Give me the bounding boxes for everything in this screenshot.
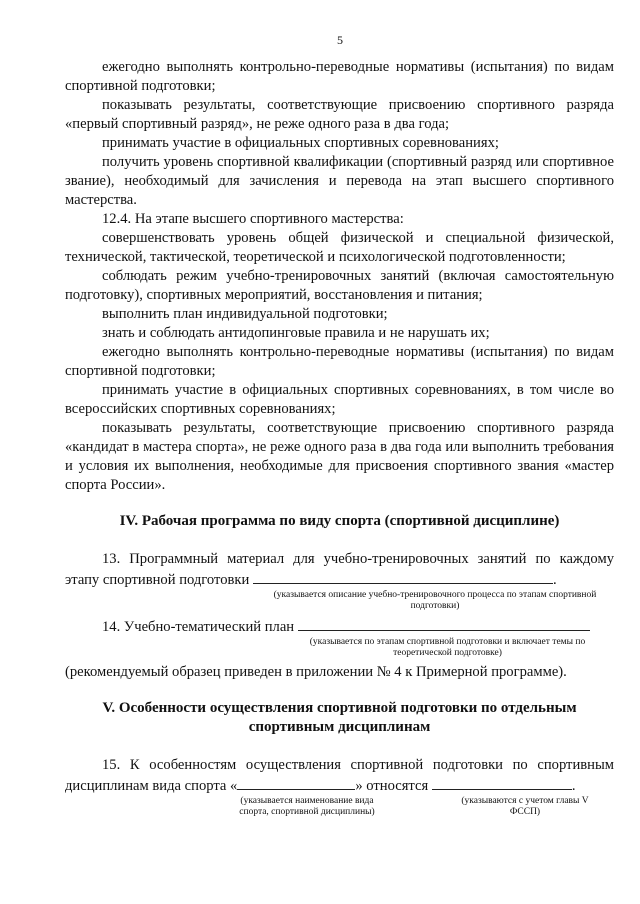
fill-in-line xyxy=(432,775,572,790)
item-14-note: (рекомендуемый образец приведен в приложении № 4 к Примерной программе). xyxy=(65,664,567,680)
fill-in-line xyxy=(298,616,590,631)
field-hint: (указывается наименование вида спорта, спортивной дисциплины) xyxy=(239,796,375,817)
item-15 xyxy=(65,756,614,796)
paragraph: получить уровень спортивной квалификации (спортивный разряд или спортивное звание), необходимый для зачисления и перевода на этап высшего спортивного мастерства. xyxy=(65,154,614,208)
item-15-text: 15. К особенностям осуществления спортивной подготовки по спортивным дисциплинам вида спорта « xyxy=(65,757,614,794)
paragraph: показывать результаты, соответствующие присвоению спортивного разряда «кандидат в мастера спорта», не реже одного раза в два года или выполнить требования и условия их выполнения, необходимые для присвоения спортивного звания «мастер спорта России». xyxy=(65,420,614,493)
section-heading-4: IV. Рабочая программа по виду спорта (спортивной дисциплине) xyxy=(119,513,560,529)
paragraph: выполнить план индивидуальной подготовки; xyxy=(102,306,388,322)
paragraph: совершенствовать уровень общей физической и специальной физической, технической, тактической, теоретической и психологической подготовленности; xyxy=(65,230,614,265)
item-15-end: . xyxy=(571,778,576,794)
fill-in-line xyxy=(237,775,355,790)
item-14 xyxy=(65,616,614,637)
fill-in-line xyxy=(253,569,553,584)
field-hint: (указывается по этапам спортивной подготовки и включает темы по теоретической подготовке) xyxy=(309,637,586,658)
item-13-text: 13. Программный материал для учебно-тренировочных занятий по каждому этапу спортивной подготовки xyxy=(65,551,614,588)
item-14-text: 14. Учебно-тематический план xyxy=(102,619,295,635)
paragraph: принимать участие в официальных спортивных соревнованиях, в том числе во всероссийских спортивных соревнованиях; xyxy=(65,382,614,417)
paragraph: знать и соблюдать антидопинговые правила и не нарушать их; xyxy=(102,325,490,341)
section-heading-5-line2: спортивным дисциплинам xyxy=(248,719,431,735)
paragraph: 12.4. На этапе высшего спортивного мастерства: xyxy=(102,211,404,227)
paragraph: ежегодно выполнять контрольно-переводные нормативы (испытания) по видам спортивной подготовки; xyxy=(65,59,614,94)
field-hint: (указываются с учетом главы V ФССП) xyxy=(461,796,589,817)
item-15-mid: » относятся xyxy=(355,778,429,794)
field-hint: (указывается описание учебно-тренировочного процесса по этапам спортивной подготовки) xyxy=(273,590,597,611)
paragraph: ежегодно выполнять контрольно-переводные нормативы (испытания) по видам спортивной подготовки; xyxy=(65,344,614,379)
document-body xyxy=(65,58,614,830)
paragraph: соблюдать режим учебно-тренировочных занятий (включая самостоятельную подготовку), спортивных мероприятий, восстановления и питания; xyxy=(65,268,614,303)
item-13-end: . xyxy=(552,572,557,588)
item-13 xyxy=(65,550,614,590)
section-heading-5-line1: V. Особенности осуществления спортивной подготовки по отдельным xyxy=(102,700,577,716)
paragraph: показывать результаты, соответствующие присвоению спортивного разряда «первый спортивный разряд», не реже одного раза в два года; xyxy=(65,97,614,132)
page-number: 5 xyxy=(337,33,343,47)
paragraph: принимать участие в официальных спортивных соревнованиях; xyxy=(102,135,499,151)
